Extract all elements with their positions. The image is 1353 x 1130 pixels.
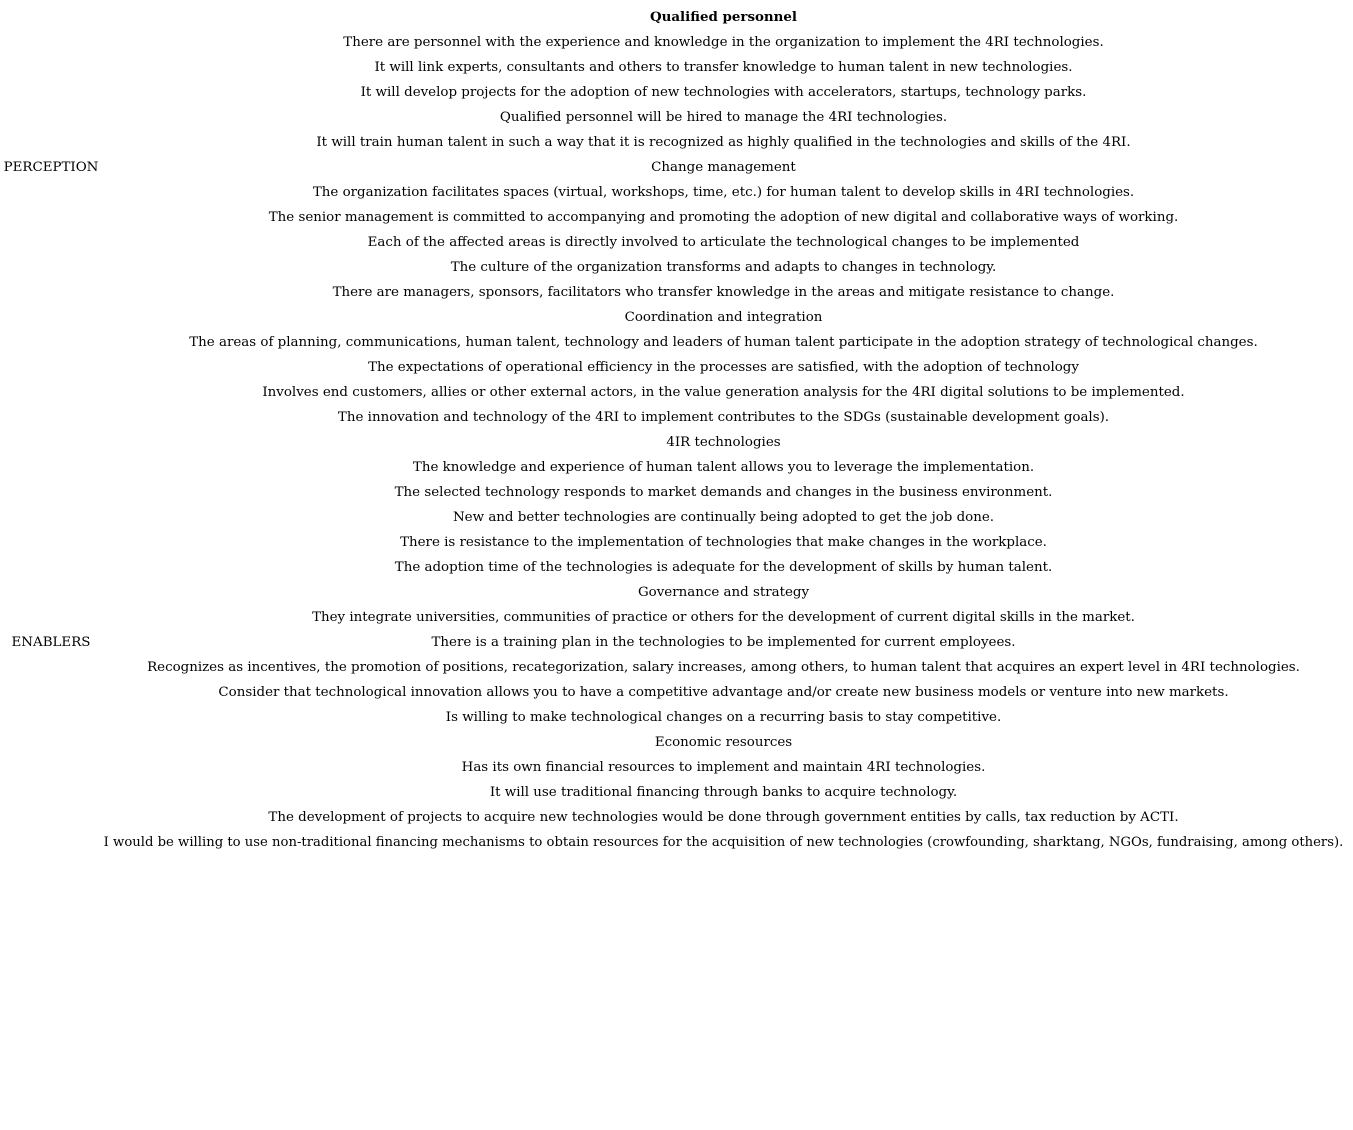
row-item bbox=[0, 355, 1353, 380]
item-text: The areas of planning, communications, human talent, technology and leaders of human talent participate in the adoption strategy of technological changes. bbox=[189, 335, 1258, 350]
section-heading: Coordination and integration bbox=[624, 310, 823, 325]
row-item bbox=[0, 180, 1353, 205]
row-item bbox=[0, 480, 1353, 505]
item-text: The senior management is committed to accompanying and promoting the adoption of new digital and collaborative ways of working. bbox=[268, 210, 1179, 225]
row-item bbox=[0, 505, 1353, 530]
item-text: There are personnel with the experience and knowledge in the organization to implement the 4RI technologies. bbox=[343, 35, 1104, 50]
item-text: Recognizes as incentives, the promotion of positions, recategorization, salary increases, among others, to human talent that acquires an expert level in 4RI technologies. bbox=[147, 660, 1300, 675]
row-heading bbox=[0, 305, 1353, 330]
row-item bbox=[0, 805, 1353, 830]
row-heading bbox=[0, 580, 1353, 605]
item-text: It will develop projects for the adoption of new technologies with accelerators, startups, technology parks. bbox=[360, 85, 1087, 100]
item-text: The knowledge and experience of human talent allows you to leverage the implementation. bbox=[412, 460, 1035, 475]
row-item bbox=[0, 405, 1353, 430]
item-text: I would be willing to use non-traditional financing mechanisms to obtain resources for the acquisition of new technologies (crowfounding, sharktang, NGOs, fundraising, among others). bbox=[103, 835, 1344, 850]
item-text: There are managers, sponsors, facilitators who transfer knowledge in the areas and mitigate resistance to change. bbox=[332, 285, 1115, 300]
row-item bbox=[0, 630, 1353, 655]
row-item bbox=[0, 680, 1353, 705]
row-item bbox=[0, 830, 1353, 855]
dimension-label-enablers: ENABLERS bbox=[11, 635, 91, 650]
section-heading: Economic resources bbox=[654, 735, 793, 750]
item-text: It will use traditional financing through banks to acquire technology. bbox=[489, 785, 958, 800]
row-item bbox=[0, 105, 1353, 130]
item-text: Involves end customers, allies or other external actors, in the value generation analysis for the 4RI digital solutions to be implemented. bbox=[262, 385, 1185, 400]
row-heading bbox=[0, 430, 1353, 455]
row-item bbox=[0, 380, 1353, 405]
row-item bbox=[0, 755, 1353, 780]
item-text: There is a training plan in the technologies to be implemented for current employees. bbox=[431, 635, 1016, 650]
item-text: The adoption time of the technologies is adequate for the development of skills by human talent. bbox=[394, 560, 1053, 575]
row-heading bbox=[0, 5, 1353, 30]
row-item bbox=[0, 330, 1353, 355]
item-text: It will link experts, consultants and others to transfer knowledge to human talent in new technologies. bbox=[374, 60, 1073, 75]
item-text: The development of projects to acquire new technologies would be done through government entities by calls, tax reduction by ACTI. bbox=[268, 810, 1179, 825]
row-item bbox=[0, 205, 1353, 230]
item-text: Qualified personnel will be hired to manage the 4RI technologies. bbox=[499, 110, 948, 125]
item-text: Has its own financial resources to implement and maintain 4RI technologies. bbox=[461, 760, 986, 775]
item-text: There is resistance to the implementation of technologies that make changes in the workplace. bbox=[400, 535, 1047, 550]
item-text: The culture of the organization transforms and adapts to changes in technology. bbox=[450, 260, 997, 275]
row-item bbox=[0, 655, 1353, 680]
item-text: The innovation and technology of the 4RI to implement contributes to the SDGs (sustainable development goals). bbox=[337, 410, 1110, 425]
item-text: Is willing to make technological changes on a recurring basis to stay competitive. bbox=[445, 710, 1002, 725]
section-heading: Governance and strategy bbox=[637, 585, 810, 600]
item-text: The selected technology responds to market demands and changes in the business environment. bbox=[394, 485, 1053, 500]
item-text: They integrate universities, communities of practice or others for the development of current digital skills in the market. bbox=[312, 610, 1135, 625]
item-text: Each of the affected areas is directly involved to articulate the technological changes to be implemented bbox=[367, 235, 1080, 250]
row-item bbox=[0, 80, 1353, 105]
row-item bbox=[0, 555, 1353, 580]
document-table bbox=[0, 5, 1353, 855]
row-item bbox=[0, 30, 1353, 55]
row-item bbox=[0, 230, 1353, 255]
row-item bbox=[0, 255, 1353, 280]
section-heading: 4IR technologies bbox=[666, 435, 781, 450]
row-heading bbox=[0, 155, 1353, 180]
row-item bbox=[0, 130, 1353, 155]
dimension-label-perception: PERCEPTION bbox=[3, 160, 99, 175]
section-heading: Qualified personnel bbox=[649, 9, 798, 25]
row-item bbox=[0, 780, 1353, 805]
item-text: New and better technologies are continually being adopted to get the job done. bbox=[452, 510, 995, 525]
row-heading bbox=[0, 730, 1353, 755]
item-text: It will train human talent in such a way that it is recognized as highly qualified in the technologies and skills of the 4RI. bbox=[316, 135, 1131, 150]
section-heading: Change management bbox=[651, 160, 796, 175]
row-item bbox=[0, 280, 1353, 305]
item-text: The organization facilitates spaces (virtual, workshops, time, etc.) for human talent to develop skills in 4RI technologies. bbox=[312, 185, 1135, 200]
row-item bbox=[0, 55, 1353, 80]
item-text: The expectations of operational efficiency in the processes are satisfied, with the adoption of technology bbox=[368, 360, 1079, 375]
row-item bbox=[0, 455, 1353, 480]
row-item bbox=[0, 530, 1353, 555]
row-item bbox=[0, 605, 1353, 630]
item-text: Consider that technological innovation allows you to have a competitive advantage and/or create new business models or venture into new markets. bbox=[218, 685, 1229, 700]
row-item bbox=[0, 705, 1353, 730]
